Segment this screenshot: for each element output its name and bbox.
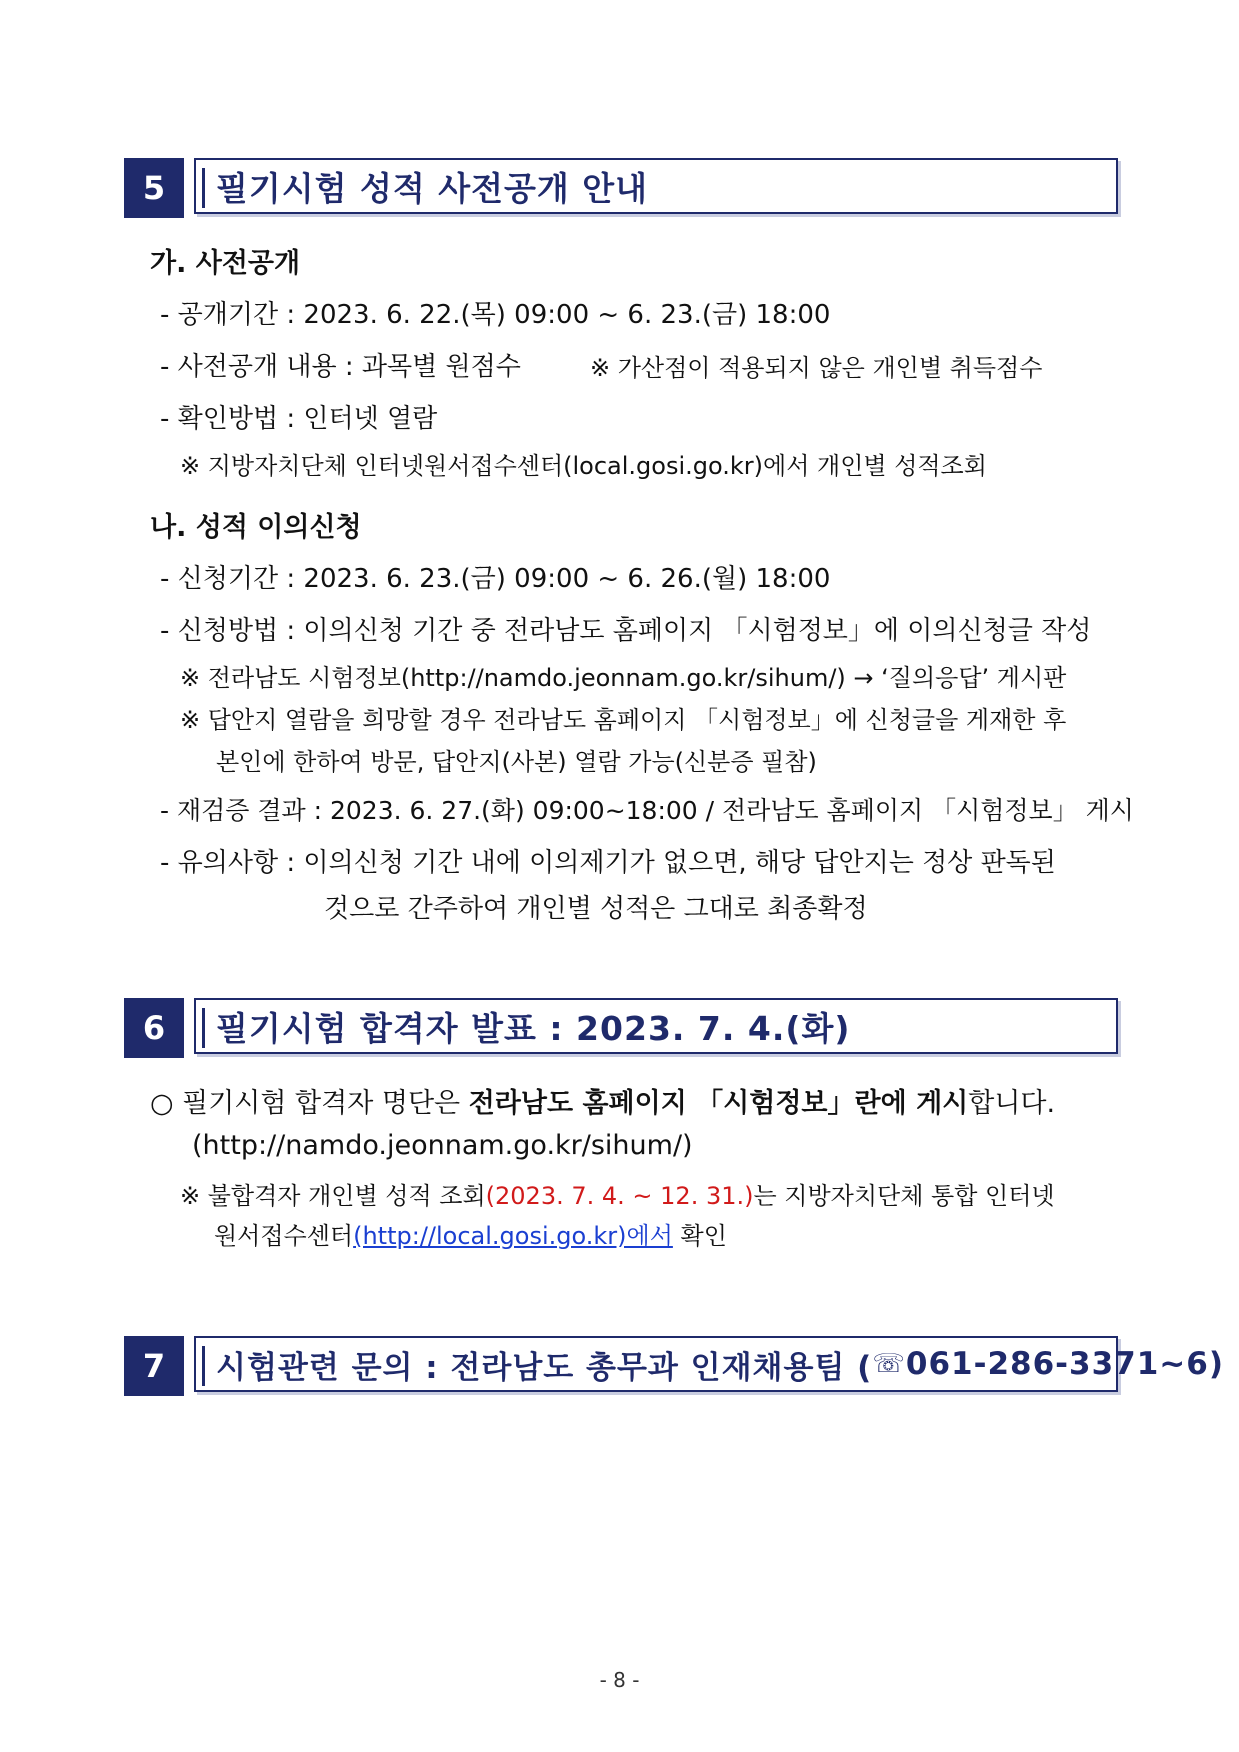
local-gosi-link[interactable]: (http://local.gosi.go.kr)에서	[353, 1222, 673, 1250]
bullet-bold-text: 전라남도 홈페이지 「시험정보」란에 게시	[468, 1088, 969, 1119]
section-7-header	[124, 1336, 1225, 1396]
appeal-note-2-cont: 본인에 한하여 방문, 답안지(사본) 열람 가능(신분증 필참)	[216, 748, 817, 776]
disclosure-content-note: ※ 가산점이 적용되지 않은 개인별 취득점수	[590, 354, 1043, 382]
fail-note-text: ※ 불합격자 개인별 성적 조회	[180, 1182, 486, 1210]
fail-note-period: (2023. 7. 4. ~ 12. 31.)	[485, 1182, 754, 1210]
bullet-text: ○ 필기시험 합격자 명단은	[150, 1088, 469, 1119]
subsection-heading: 가. 사전공개	[150, 248, 301, 279]
fail-note-cont	[214, 1222, 727, 1251]
section-6-header	[124, 998, 1124, 1058]
announcement-url: (http://namdo.jeonnam.go.kr/sihum/)	[192, 1130, 693, 1161]
caution: - 유의사항 : 이의신청 기간 내에 이의제기가 없으면, 해당 답안지는 정상 판독된	[160, 848, 1056, 878]
subsection-heading: 나. 성적 이의신청	[150, 512, 362, 543]
recheck-result: - 재검증 결과 : 2023. 6. 27.(화) 09:00~18:00 / 전라남도 홈페이지 「시험정보」 게시	[160, 796, 1134, 825]
section-title	[194, 1336, 1225, 1392]
section-number-badge: 7	[124, 1336, 184, 1396]
announcement-bullet	[150, 1088, 1055, 1120]
fail-note	[180, 1182, 1055, 1211]
disclosure-method: - 확인방법 : 인터넷 열람	[160, 404, 438, 434]
phone-icon: ☏	[872, 1349, 906, 1379]
phone-number: 061-286-3371~6)	[905, 1346, 1225, 1382]
fail-note-cont-text: 원서접수센터	[214, 1222, 354, 1250]
disclosure-method-note: ※ 지방자치단체 인터넷원서접수센터(local.gosi.go.kr)에서 개인별 성적조회	[180, 452, 987, 480]
caution-cont: 것으로 간주하여 개인별 성적은 그대로 최종확정	[324, 894, 868, 924]
section-5-header	[124, 158, 1124, 218]
section-number-badge: 6	[124, 998, 184, 1058]
appeal-period: - 신청기간 : 2023. 6. 23.(금) 09:00 ~ 6. 26.(월) 18:00	[160, 564, 831, 594]
fail-note-text-end: 는 지방자치단체 통합 인터넷	[753, 1182, 1055, 1210]
inquiry-text: 시험관련 문의 : 전라남도 총무과 인재채용팀 (	[216, 1349, 873, 1386]
disclosure-content: - 사전공개 내용 : 과목별 원점수	[160, 352, 521, 382]
page-number: - 8 -	[599, 1668, 640, 1692]
bullet-text-end: 합니다.	[968, 1088, 1056, 1119]
appeal-method: - 신청방법 : 이의신청 기간 중 전라남도 홈페이지 「시험정보」에 이의신청글 작성	[160, 616, 1092, 646]
fail-note-cont-end: 확인	[672, 1222, 727, 1250]
section-title: 필기시험 성적 사전공개 안내	[194, 158, 1118, 214]
section-number-badge: 5	[124, 158, 184, 218]
appeal-note-2: ※ 답안지 열람을 희망할 경우 전라남도 홈페이지 「시험정보」에 신청글을 게재한 후	[180, 706, 1067, 734]
appeal-note-1: ※ 전라남도 시험정보(http://namdo.jeonnam.go.kr/sihum/) → ‘질의응답’ 게시판	[180, 664, 1067, 692]
disclosure-period: - 공개기간 : 2023. 6. 22.(목) 09:00 ~ 6. 23.(금) 18:00	[160, 300, 831, 330]
section-title: 필기시험 합격자 발표 : 2023. 7. 4.(화)	[194, 998, 1118, 1054]
